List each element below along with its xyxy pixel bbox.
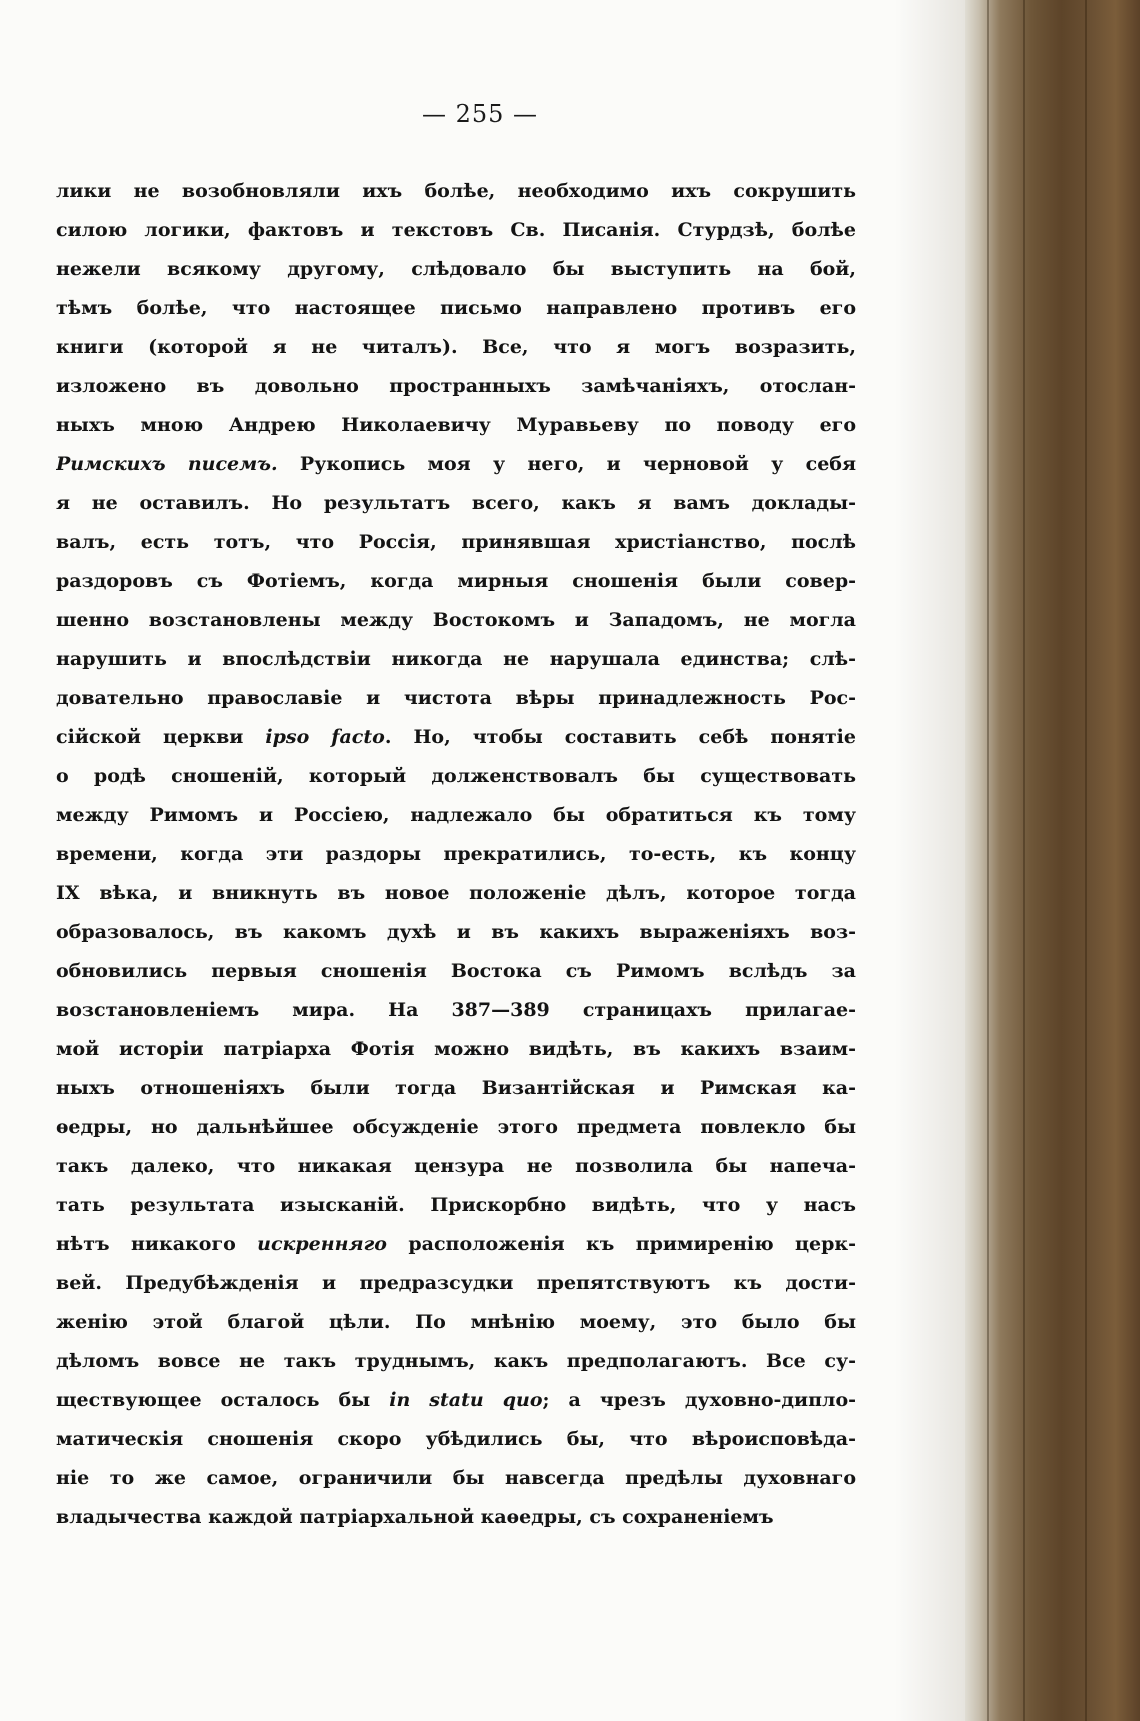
text-line (56, 562, 856, 601)
italic-text-run: Римскихъ писемъ. (56, 453, 278, 475)
text-run: владычества каждой патріархальной каѳедры, съ сохраненіемъ (56, 1506, 774, 1528)
body-text (56, 172, 856, 1537)
spine-line (1085, 0, 1087, 1721)
text-run: ществующее осталось бы (56, 1389, 390, 1411)
text-line (56, 1108, 856, 1147)
text-run: IX вѣка, и вникнуть въ новое положеніе дѣлъ, которое тогда (56, 882, 856, 904)
text-run: ныхъ отношеніяхъ были тогда Византійская и Римская ка- (56, 1077, 856, 1099)
text-line (56, 328, 856, 367)
book-spine (965, 0, 1140, 1721)
text-run: довательно православіе и чистота вѣры принадлежность Рос- (56, 687, 856, 709)
text-run: обновились первыя сношенія Востока съ Римомъ вслѣдъ за (56, 960, 856, 982)
italic-text-run: in statu quo (389, 1389, 543, 1411)
text-line (56, 991, 856, 1030)
text-run: раздоровъ съ Фотіемъ, когда мирныя сношенія были совер- (56, 570, 856, 592)
italic-text-run: ipso facto (265, 726, 385, 748)
page-number: — 255 — (421, 100, 539, 128)
text-line (56, 1381, 856, 1420)
text-run: мой исторіи патріарха Фотія можно видѣть, въ какихъ взаим- (56, 1038, 856, 1060)
text-run: о родѣ сношеній, который долженствовалъ бы существовать (56, 765, 856, 787)
text-line (56, 1069, 856, 1108)
text-run: валъ, есть тотъ, что Россія, принявшая христіанство, послѣ (56, 531, 856, 553)
text-run: образовалось, въ какомъ духѣ и въ какихъ выраженіяхъ воз- (56, 921, 856, 943)
text-run: книги (которой я не читалъ). Все, что я могъ возразить, (56, 336, 856, 358)
text-run: нежели всякому другому, слѣдовало бы выступить на бой, (56, 258, 856, 280)
text-run: между Римомъ и Россіею, надлежало бы обратиться къ тому (56, 804, 856, 826)
text-run: ніе то же самое, ограничили бы навсегда предѣлы духовнаго (56, 1467, 856, 1489)
text-line (56, 250, 856, 289)
text-line (56, 523, 856, 562)
text-run: вей. Предубѣжденія и предразсудки препятствуютъ къ дости- (56, 1272, 856, 1294)
text-run: ; а чрезъ духовно-дипло- (542, 1389, 856, 1411)
text-line (56, 874, 856, 913)
text-run: такъ далеко, что никакая цензура не позволила бы напеча- (56, 1155, 856, 1177)
text-line (56, 796, 856, 835)
text-line (56, 913, 856, 952)
text-line (56, 445, 856, 484)
text-line (56, 601, 856, 640)
text-line (56, 1225, 856, 1264)
text-line (56, 172, 856, 211)
text-line (56, 1264, 856, 1303)
text-line (56, 718, 856, 757)
text-run: расположенія къ примиренію церк- (386, 1233, 856, 1255)
text-line (56, 1186, 856, 1225)
text-run: я не оставилъ. Но результатъ всего, какъ я вамъ доклады- (56, 492, 856, 514)
text-line (56, 289, 856, 328)
text-line (56, 757, 856, 796)
text-run: нарушить и впослѣдствіи никогда не нарушала единства; слѣ- (56, 648, 856, 670)
italic-text-run: искренняго (257, 1233, 387, 1255)
text-run: ѳедры, но дальнѣйшее обсужденіе этого предмета повлекло бы (56, 1116, 856, 1138)
text-line (56, 484, 856, 523)
text-run: шенно возстановлены между Востокомъ и Западомъ, не могла (56, 609, 856, 631)
text-line (56, 406, 856, 445)
text-run: сійской церкви (56, 726, 266, 748)
text-run: матическія сношенія скоро убѣдились бы, что вѣроисповѣда- (56, 1428, 856, 1450)
text-run: нѣтъ никакого (56, 1233, 258, 1255)
text-run: ныхъ мною Андрею Николаевичу Муравьеву по поводу его (56, 414, 856, 436)
text-line (56, 1459, 856, 1498)
text-run: тѣмъ болѣе, что настоящее письмо направлено противъ его (56, 297, 856, 319)
text-run: возстановленіемъ мира. На 387—389 страницахъ прилагае- (56, 999, 856, 1021)
text-run: тать результата изысканій. Прискорбно видѣть, что у насъ (56, 1194, 856, 1216)
text-run: силою логики, фактовъ и текстовъ Св. Писанія. Стурдзѣ, болѣе (56, 219, 856, 241)
text-line (56, 1420, 856, 1459)
text-line (56, 1303, 856, 1342)
spine-line (1023, 0, 1025, 1721)
text-run: времени, когда эти раздоры прекратились, то-есть, къ концу (56, 843, 856, 865)
spine-line (987, 0, 989, 1721)
text-line (56, 1030, 856, 1069)
page-gutter-shadow (895, 0, 965, 1721)
text-line (56, 1498, 856, 1537)
text-run: изложено въ довольно пространныхъ замѣчаніяхъ, отослан- (56, 375, 856, 397)
text-line (56, 835, 856, 874)
text-line (56, 679, 856, 718)
text-line (56, 952, 856, 991)
text-line (56, 367, 856, 406)
text-line (56, 1147, 856, 1186)
text-line (56, 1342, 856, 1381)
text-run: женію этой благой цѣли. По мнѣнію моему, это было бы (56, 1311, 856, 1333)
text-line (56, 211, 856, 250)
text-line (56, 640, 856, 679)
text-run: . Но, чтобы составить себѣ понятіе (384, 726, 856, 748)
text-run: лики не возобновляли ихъ болѣе, необходимо ихъ сокрушить (56, 180, 856, 202)
text-run: Рукопись моя у него, и черновой у себя (277, 453, 856, 475)
text-run: дѣломъ вовсе не такъ труднымъ, какъ предполагаютъ. Все су- (56, 1350, 856, 1372)
